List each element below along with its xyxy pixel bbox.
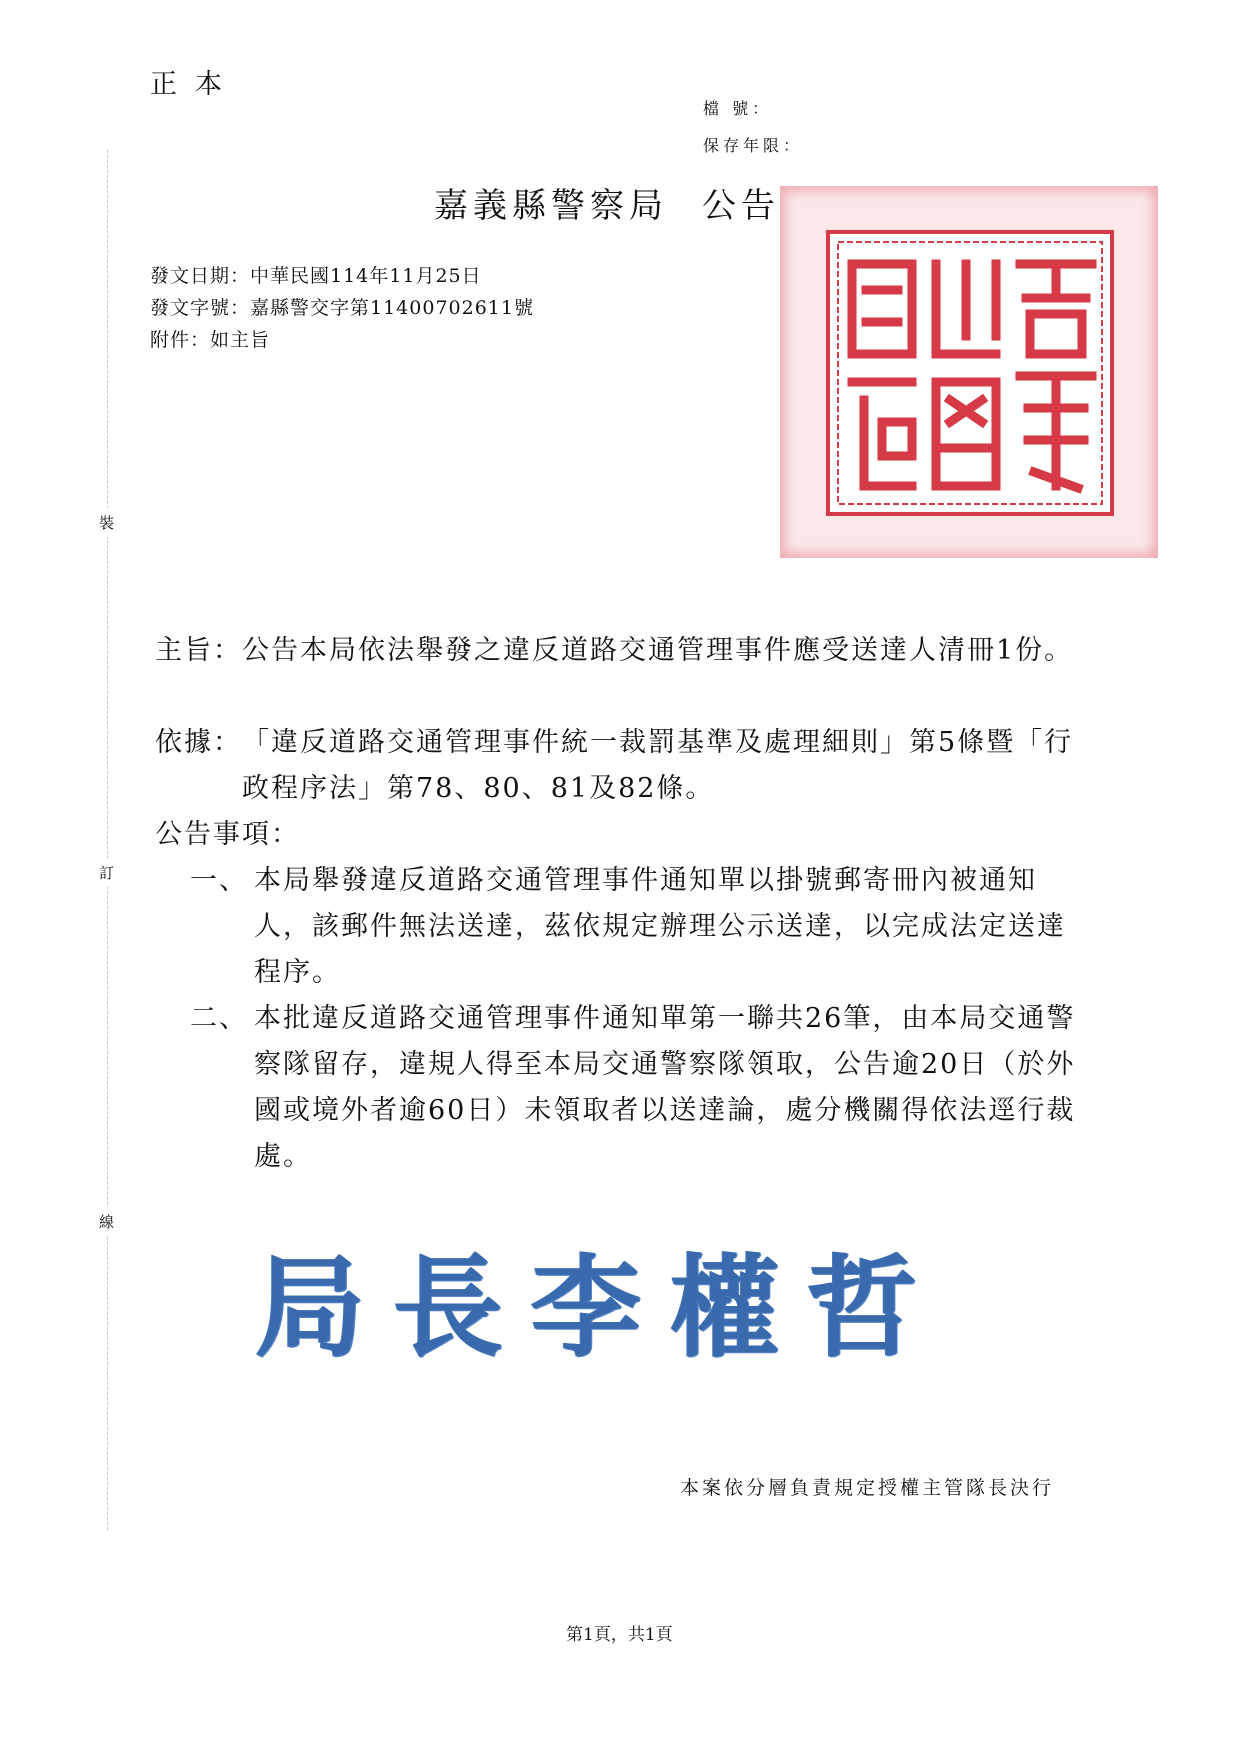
notice-item (190, 858, 1083, 996)
retention-period-label: 保存年限： (703, 136, 804, 155)
basis-text: 「違反道路交通管理事件統一裁罰基準及處理細則」第5條暨「行政程序法」第78、80、81及82條。 (242, 727, 1074, 804)
notice-item-number: 二、 (190, 1003, 248, 1034)
official-seal (780, 186, 1158, 558)
chief-signature-stamp: 局長李權哲 (255, 1243, 945, 1372)
subject-text: 公告本局依法舉發之違反道路交通管理事件應受送達人清冊1份。 (242, 635, 1074, 666)
document-number: 發文字號：嘉縣警交字第11400702611號 (150, 297, 534, 319)
notice-item-text: 本局舉發違反道路交通管理事件通知單以掛號郵寄冊內被通知人，該郵件無法送達，茲依規定辦理公示送達，以完成法定送達程序。 (254, 865, 1066, 988)
seal-graphic (780, 186, 1158, 558)
file-number-label: 檔 號： (703, 99, 773, 118)
issue-date: 發文日期：中華民國114年11月25日 (150, 265, 482, 287)
notice-item-text: 本批違反道路交通管理事件通知單第一聯共26筆，由本局交通警察隊留存，違規人得至本局交通警察隊領取，公告逾20日（於外國或境外者逾60日）未領取者以送達論，處分機關得依法逕行裁處。 (254, 1003, 1076, 1172)
attachment: 附件：如主旨 (150, 329, 271, 351)
delegation-note: 本案依分層負責規定授權主管隊長決行 (680, 1477, 1055, 1499)
binding-mark-zhuang: 裝 (99, 508, 114, 537)
basis-paragraph (155, 720, 1083, 812)
original-copy-label: 正本 (150, 69, 240, 100)
notice-item (190, 996, 1083, 1180)
basis-label: 依據： (155, 727, 242, 758)
subject-paragraph (155, 628, 1083, 674)
notice-item-number: 一、 (190, 865, 248, 896)
binding-mark-ding: 訂 (99, 858, 114, 887)
page-number: 第1頁，共1頁 (566, 1625, 673, 1645)
subject-label: 主旨： (155, 635, 242, 666)
binding-guide-line (107, 150, 108, 1530)
document-type: 公告 (702, 186, 780, 226)
notice-items-heading: 公告事項： (155, 819, 300, 850)
agency-name: 嘉義縣警察局 (434, 186, 668, 226)
document-title (434, 178, 780, 227)
binding-mark-xian: 線 (99, 1207, 114, 1236)
document-header (150, 260, 534, 356)
